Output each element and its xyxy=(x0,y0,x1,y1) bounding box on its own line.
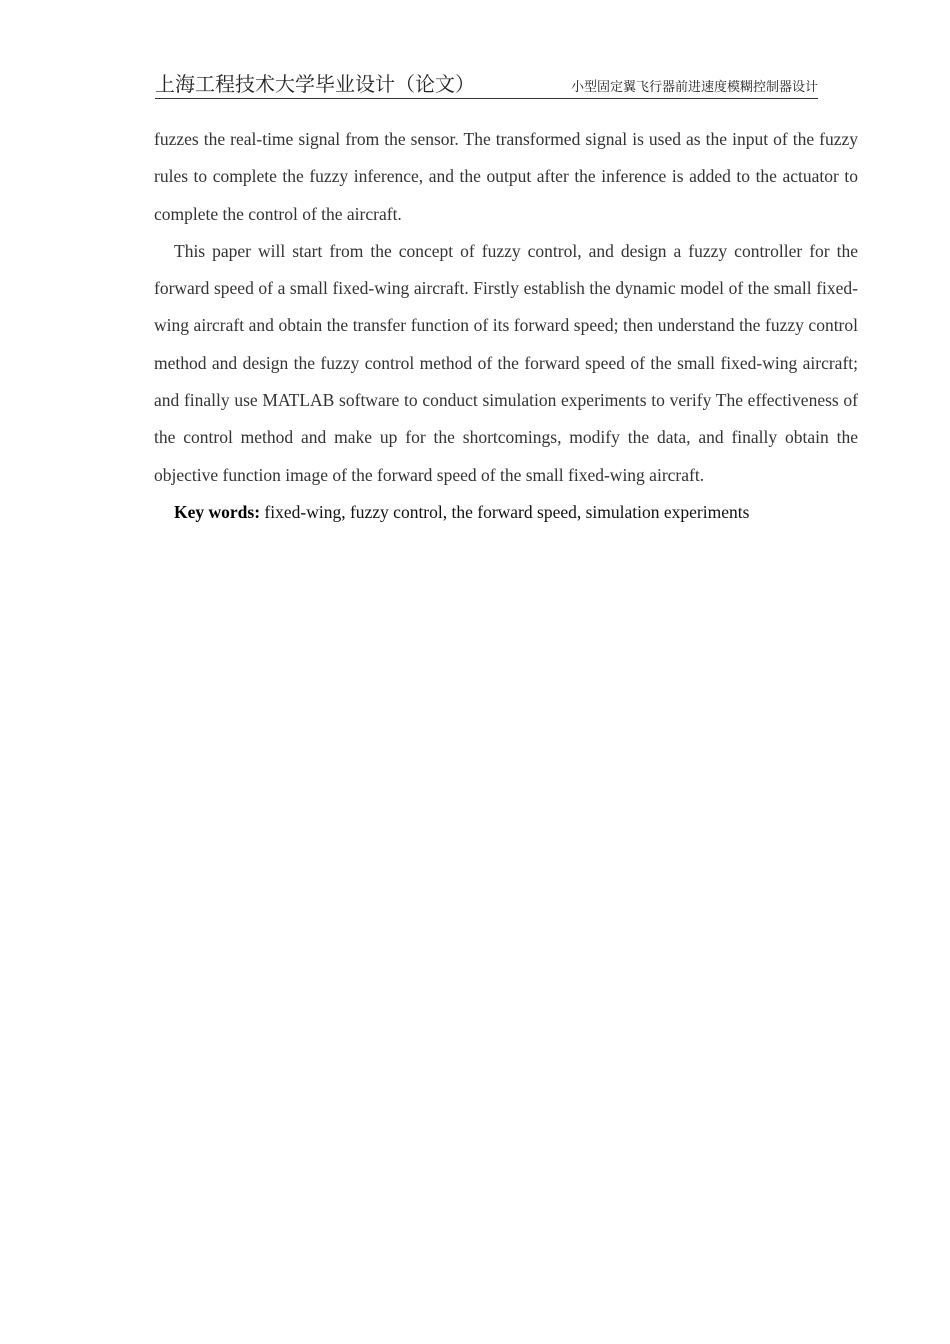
header-university-title: 上海工程技术大学毕业设计（论文） xyxy=(155,72,475,96)
running-header xyxy=(155,70,818,99)
paragraph-abstract: This paper will start from the concept of fuzzy control, and design a fuzzy controller for the forward speed of a small fixed-wing aircraft. Firstly establish the dynamic model of the small fixed-wing aircraft and obtain the transfer function of its forward speed; then understand the fuzzy control method and design the fuzzy control method of the forward speed of the small fixed-wing aircraft; and finally use MATLAB software to conduct simulation experiments to verify The effectiveness of the control method and make up for the shortcomings, modify the data, and finally obtain the objective function image of the forward speed of the small fixed-wing aircraft. xyxy=(154,240,858,485)
keywords-label: Key words: xyxy=(174,501,261,522)
paragraph-continued: fuzzes the real-time signal from the sensor. The transformed signal is used as the input of the fuzzy rules to complete the fuzzy inference, and the output after the inference is added to the actuator to complete the control of the aircraft. xyxy=(154,129,858,224)
body-text xyxy=(154,121,858,531)
keywords-text: fixed-wing, fuzzy control, the forward speed, simulation experiments xyxy=(260,501,750,522)
keywords-line xyxy=(154,494,858,531)
header-thesis-title: 小型固定翼飞行器前进速度模糊控制器设计 xyxy=(570,80,818,95)
